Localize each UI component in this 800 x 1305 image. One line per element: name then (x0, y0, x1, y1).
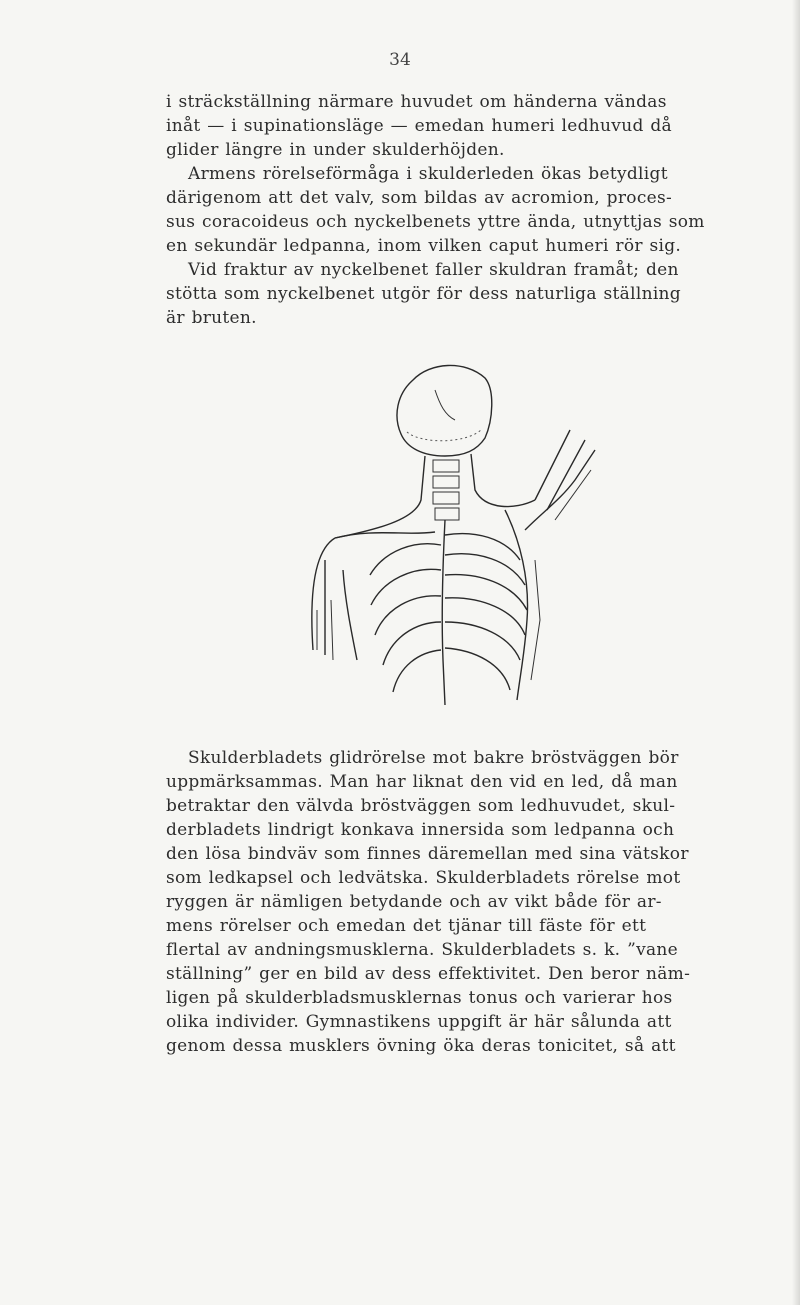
rib (445, 575, 527, 610)
text-line: mens rörelser och emedan det tjänar till fäste för ett (166, 916, 647, 936)
text-line: olika individer. Gymnastikens uppgift är här sålunda att (166, 1012, 672, 1032)
text-line: betraktar den välvda bröstväggen som ledhuvudet, skul- (166, 796, 676, 816)
right-scapula-edge (531, 560, 540, 680)
page-edge-shadow (792, 0, 800, 1305)
text-line: den lösa bindväv som finnes däremellan med sina vätskor (166, 844, 689, 864)
paragraph-2 (166, 746, 756, 1058)
skeleton-drawing (295, 360, 615, 715)
text-line: är bruten. (166, 308, 257, 328)
clavicle (335, 532, 435, 538)
rib (370, 544, 441, 575)
vertebra (435, 508, 459, 520)
right-humerus (555, 470, 591, 520)
rib (371, 569, 441, 605)
text-line: Skulderbladets glidrörelse mot bakre bröstväggen bör (188, 748, 679, 768)
left-scapula (312, 538, 357, 660)
right-arm-inner (525, 450, 595, 530)
rib (375, 596, 441, 635)
text-line: derbladets lindrigt konkava innersida som ledpanna och (166, 820, 675, 840)
neck-right (471, 454, 535, 507)
text-line: en sekundär ledpanna, inom vilken caput humeri rör sig. (166, 236, 682, 256)
rib (383, 622, 441, 665)
rib (445, 648, 510, 690)
text-line: som ledkapsel och ledvätska. Skulderbladets rörelse mot (166, 868, 681, 888)
text-line: ligen på skulderbladsmusklernas tonus och varierar hos (166, 988, 673, 1008)
vertebra (433, 476, 459, 488)
text-line: ställning” ger en bild av dess effektivitet. Den beror näm- (166, 964, 691, 984)
rib (445, 554, 525, 585)
text-line: Armens rörelseförmåga i skulderleden ökas betydligt (188, 164, 668, 184)
text-line: flertal av andningsmusklerna. Skulderbladets s. k. ”vane (166, 940, 679, 960)
vertebra (433, 460, 459, 472)
text-line: i sträckställning närmare huvudet om händerna vändas (166, 92, 667, 112)
text-line: Vid fraktur av nyckelbenet faller skuldran framåt; den (188, 260, 679, 280)
text-line: genom dessa musklers övning öka deras tonicitet, så att (166, 1036, 676, 1056)
jaw-line (407, 430, 481, 441)
text-line: inåt — i supinationsläge — emedan humeri ledhuvud då (166, 116, 672, 136)
skeleton-shoulder-illustration (295, 360, 615, 715)
right-arm-outer (535, 430, 585, 510)
neck-left (335, 456, 425, 538)
text-line: sus coracoideus och nyckelbenets yttre ända, utnyttjas som (166, 212, 705, 232)
vertebra (433, 492, 459, 504)
text-line: stötta som nyckelbenet utgör för dess naturliga ställning (166, 284, 681, 304)
page-number: 34 (389, 50, 411, 70)
spine (442, 520, 445, 705)
text-line: uppmärksammas. Man har liknat den vid en led, då man (166, 772, 678, 792)
text-line: ryggen är nämligen betydande och av vikt både för ar- (166, 892, 662, 912)
text-line: glider längre in under skulderhöjden. (166, 140, 505, 160)
rib (445, 622, 520, 660)
text-line: därigenom att det valv, som bildas av acromion, proces- (166, 188, 673, 208)
paragraph-1 (166, 90, 756, 330)
face-detail (435, 390, 455, 420)
rib (393, 650, 441, 692)
